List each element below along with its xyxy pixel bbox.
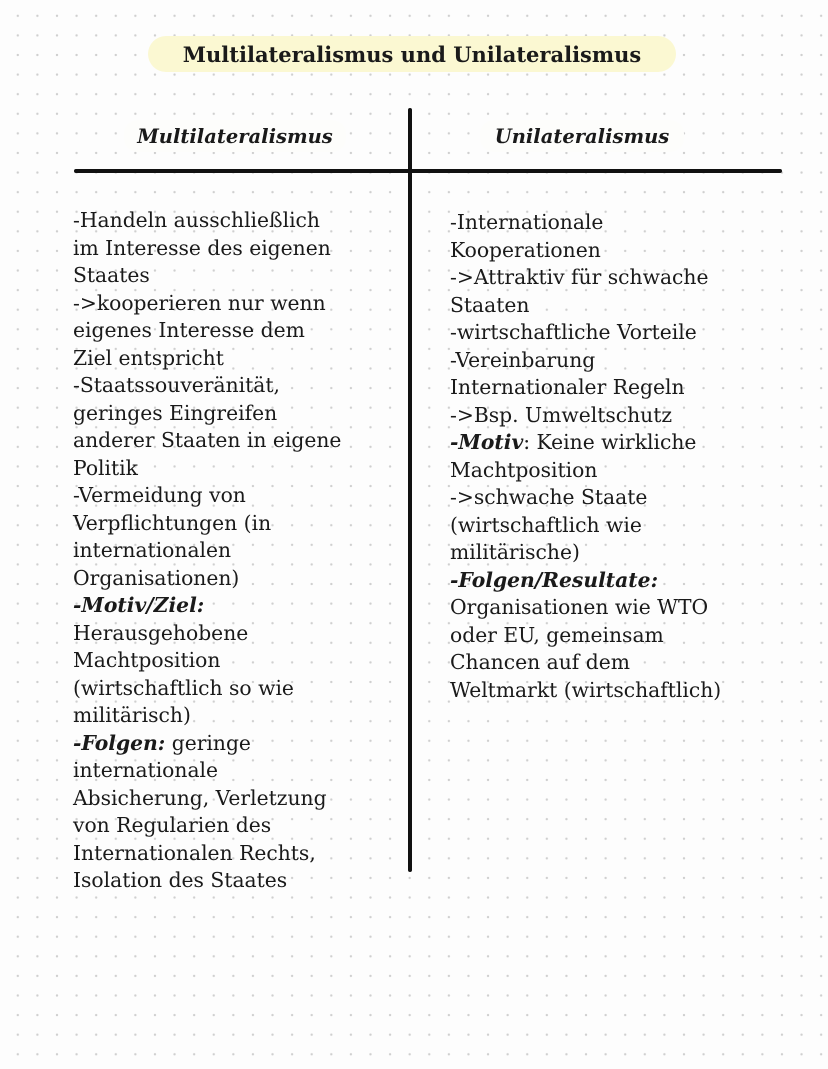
line-text: Chancen auf dem: [450, 650, 630, 674]
line-text: Machtposition: [450, 457, 598, 482]
text-line: [73, 400, 403, 428]
text-line: [73, 482, 403, 510]
line-text: -Handeln ausschließlich: [73, 208, 320, 232]
line-text: Internationaler Regeln: [450, 375, 685, 399]
text-line: [73, 537, 403, 565]
text-line: [450, 237, 820, 265]
line-text: Absicherung, Verletzung: [73, 785, 327, 810]
text-line: [73, 345, 403, 373]
emphasis-label: -Motiv: [450, 430, 524, 454]
text-line: [73, 565, 403, 593]
text-line: [450, 264, 820, 292]
line-text: anderer Staaten in eigene: [73, 428, 342, 452]
line-text: militärisch): [73, 703, 191, 727]
text-line: [73, 730, 403, 758]
line-text: Herausgehobene: [73, 620, 249, 645]
line-text: ->schwache Staate: [450, 485, 648, 509]
text-line: [73, 455, 403, 483]
line-text: oder EU, gemeinsam: [450, 622, 664, 647]
line-text: -Staatssouveränität,: [73, 373, 280, 397]
text-line: [450, 429, 820, 457]
line-text: Machtposition: [73, 648, 221, 672]
page-title: Multilateralismus und Unilateralismus: [148, 36, 676, 72]
line-text: -wirtschaftliche Vorteile: [450, 320, 697, 344]
text-line: [450, 292, 820, 320]
text-line: [73, 757, 403, 785]
text-line: [73, 427, 403, 455]
text-line: [450, 677, 820, 705]
text-line: [73, 262, 403, 290]
line-text: -Vermeidung von: [73, 483, 246, 507]
text-line: [450, 622, 820, 650]
line-text: Ziel entspricht: [73, 345, 224, 370]
line-text: Weltmarkt (wirtschaftlich): [450, 677, 722, 702]
text-line: [73, 592, 403, 620]
text-line: [450, 649, 820, 677]
text-line: [73, 207, 403, 235]
emphasis-label: -Motiv/Ziel:: [73, 593, 205, 617]
line-text: Internationalen Rechts,: [73, 840, 316, 865]
text-line: [450, 457, 820, 485]
line-text: Staaten: [450, 292, 530, 317]
line-text: geringe: [165, 730, 251, 755]
text-line: [73, 840, 403, 868]
text-line: [450, 402, 820, 430]
column-heading-unilateralismus: Unilateralismus: [480, 120, 684, 152]
line-text: Organisationen wie WTO: [450, 595, 709, 619]
text-line: [450, 512, 820, 540]
text-line: [73, 317, 403, 345]
vertical-divider: [408, 108, 412, 872]
text-line: [450, 374, 820, 402]
text-line: [450, 539, 820, 567]
text-line: [73, 647, 403, 675]
line-text: internationalen: [73, 538, 232, 562]
text-line: [73, 812, 403, 840]
line-text: Organisationen): [73, 565, 240, 590]
line-text: Politik: [73, 455, 138, 480]
column-heading-multilateralismus: Multilateralismus: [124, 120, 346, 152]
line-text: Kooperationen: [450, 237, 601, 262]
text-line: [73, 675, 403, 703]
line-text: Verpflichtungen (in: [73, 510, 272, 535]
line-text: -Internationale: [450, 210, 604, 234]
line-text: (wirtschaftlich wie: [450, 512, 642, 537]
text-line: [450, 347, 820, 375]
text-line: [450, 594, 820, 622]
line-text: ->Bsp. Umweltschutz: [450, 402, 673, 427]
horizontal-divider: [74, 169, 782, 173]
line-text: ->kooperieren nur wenn: [73, 290, 326, 315]
line-text: Staates: [73, 263, 150, 287]
text-line: [73, 510, 403, 538]
text-line: [450, 209, 820, 237]
text-line: [450, 484, 820, 512]
line-text: militärische): [450, 540, 580, 564]
line-text: ->Attraktiv für schwache: [450, 265, 709, 289]
left-column-text: [73, 207, 403, 895]
line-text: Isolation des Staates: [73, 868, 288, 892]
text-line: [450, 567, 820, 595]
text-line: [73, 785, 403, 813]
text-line: [73, 372, 403, 400]
emphasis-label: -Folgen/Resultate:: [450, 567, 659, 592]
line-text: -Vereinbarung: [450, 347, 596, 372]
emphasis-label: -Folgen:: [73, 730, 166, 755]
text-line: [73, 290, 403, 318]
right-column-text: [450, 209, 820, 704]
line-text: eigenes Interesse dem: [73, 318, 305, 342]
text-line: [73, 867, 403, 895]
line-text: geringes Eingreifen: [73, 400, 278, 425]
line-text: (wirtschaftlich so wie: [73, 675, 294, 700]
text-line: [73, 235, 403, 263]
text-line: [73, 702, 403, 730]
text-line: [73, 620, 403, 648]
line-text: : Keine wirkliche: [523, 430, 697, 454]
text-line: [450, 319, 820, 347]
line-text: im Interesse des eigenen: [73, 235, 331, 260]
line-text: von Regularien des: [73, 813, 272, 837]
line-text: internationale: [73, 758, 219, 782]
